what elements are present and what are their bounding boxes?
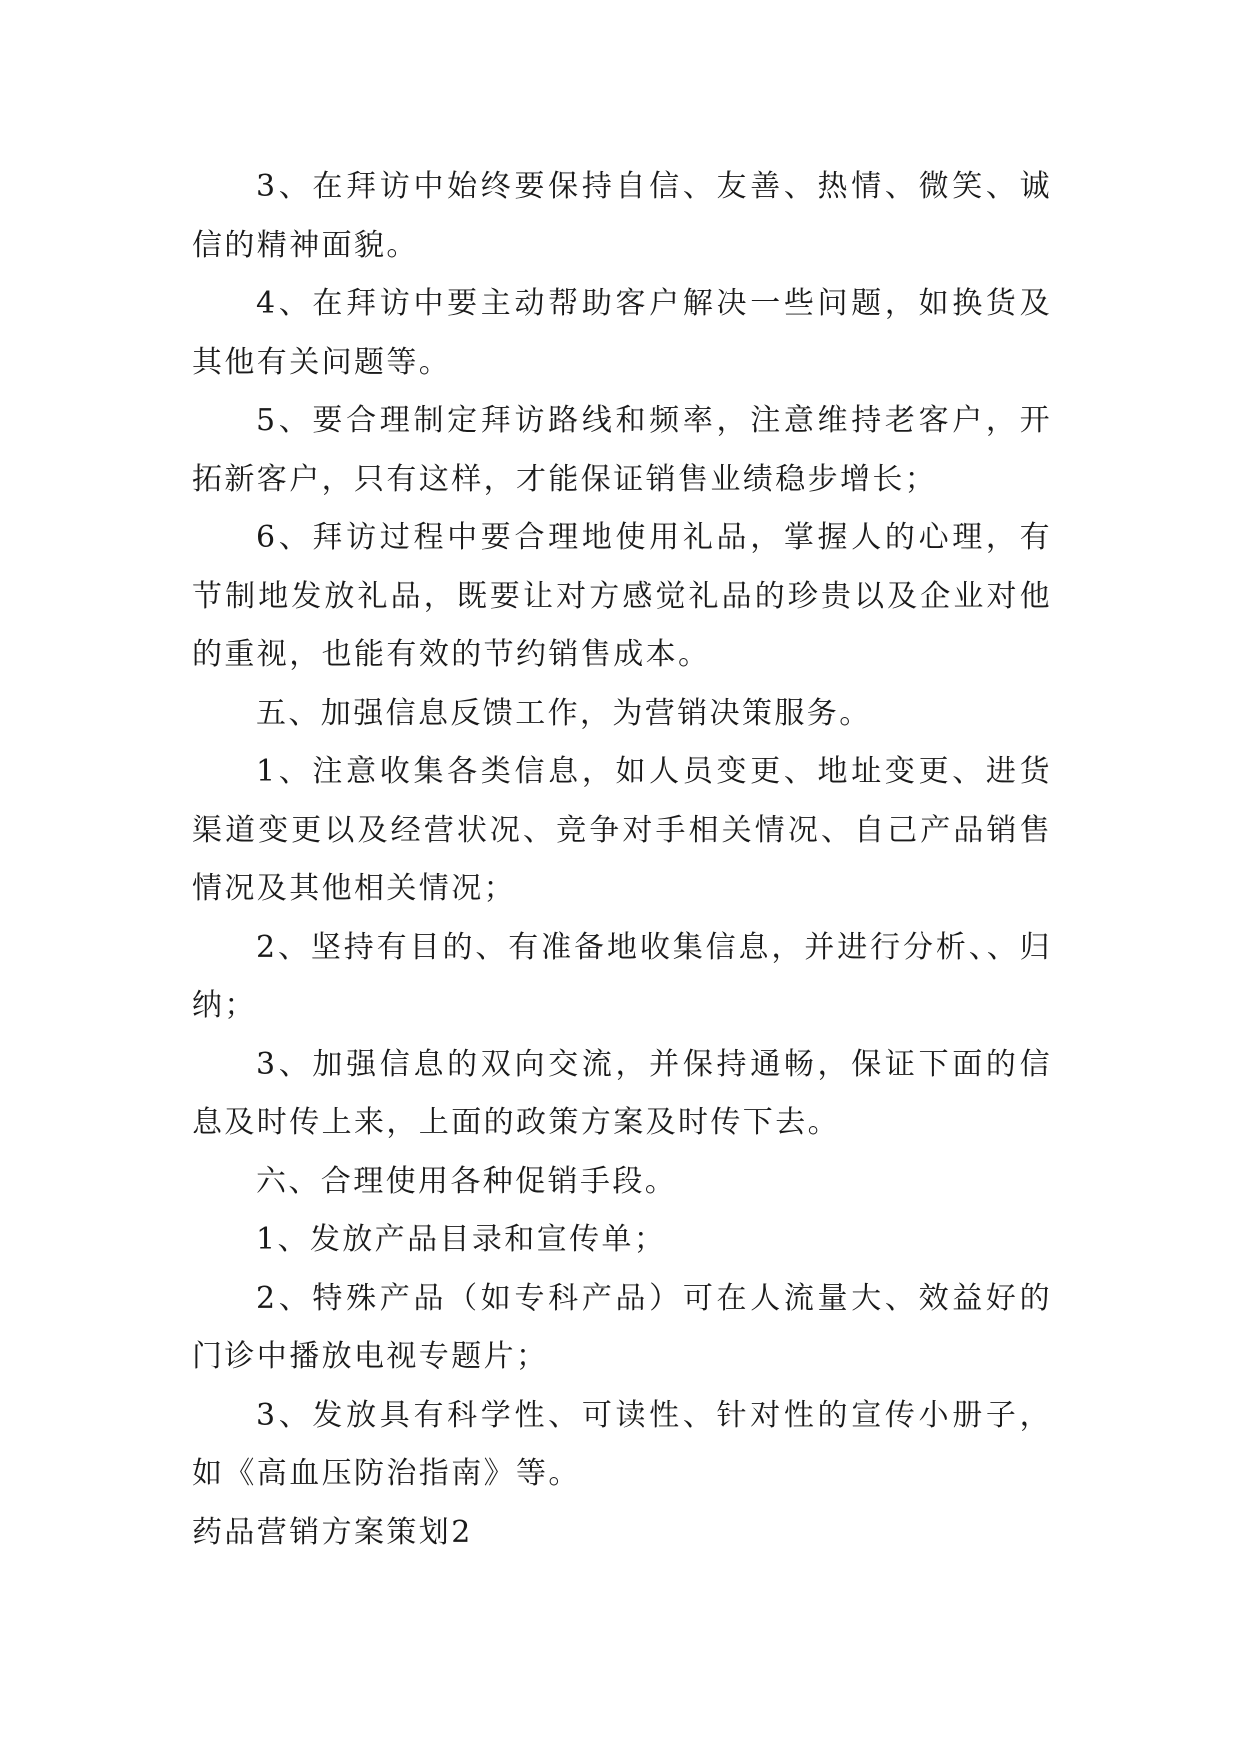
paragraph-visit-route: 5、要合理制定拜访路线和频率，注意维持老客户，开拓新客户，只有这样，才能保证销售业绩稳步增长； (192, 403, 1052, 497)
paragraph-info-collect: 1、注意收集各类信息，如人员变更、地址变更、进货渠道变更以及经营状况、竞争对手相关情况、自己产品销售情况及其他相关情况； (192, 754, 1052, 906)
paragraph-visit-confidence: 3、在拜访中始终要保持自信、友善、热情、微笑、诚信的精神面貌。 (192, 169, 1052, 263)
paragraph-visit-help-customer: 4、在拜访中要主动帮助客户解决一些问题，如换货及其他有关问题等。 (192, 286, 1052, 380)
heading-section-six: 六、合理使用各种促销手段。 (256, 1163, 678, 1199)
paragraph-promo-video: 2、特殊产品（如专科产品）可在人流量大、效益好的门诊中播放电视专题片； (192, 1280, 1052, 1374)
paragraph-info-analyze: 2、坚持有目的、有准备地收集信息，并进行分析、、归纳； (192, 929, 1052, 1023)
paragraph-visit-gifts: 6、拜访过程中要合理地使用礼品，掌握人的心理，有节制地发放礼品，既要让对方感觉礼品的珍贵以及企业对他的重视，也能有效的节约销售成本。 (192, 520, 1052, 672)
heading-section-five: 五、加强信息反馈工作，为营销决策服务。 (256, 695, 872, 731)
document-page (192, 158, 1052, 1562)
paragraph-promo-booklet: 3、发放具有科学性、可读性、针对性的宣传小册子，如《高血压防治指南》等。 (192, 1397, 1052, 1491)
paragraph-info-exchange: 3、加强信息的双向交流，并保持通畅，保证下面的信息及时传上来，上面的政策方案及时传下去。 (192, 1046, 1052, 1140)
paragraph-promo-catalog: 1、发放产品目录和宣传单； (256, 1222, 667, 1257)
section-heading: 药品营销方案策划2 (192, 1514, 473, 1550)
